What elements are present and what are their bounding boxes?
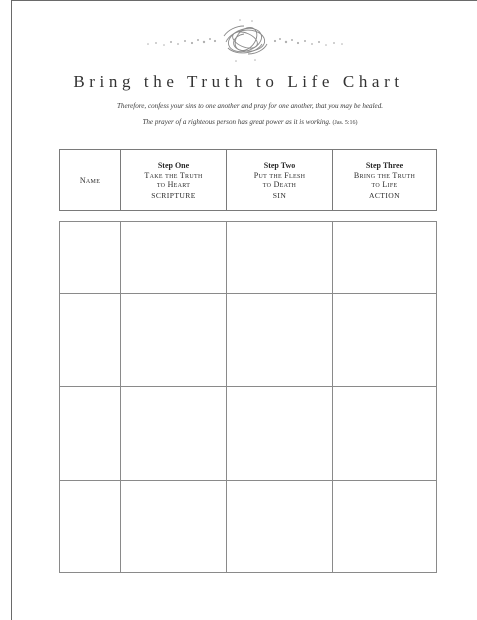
entry-cell-action[interactable] <box>332 293 436 386</box>
entry-cell-scripture[interactable] <box>120 222 226 293</box>
entry-cell-name[interactable] <box>60 386 120 480</box>
verse-reference: (Jas. 5:16) <box>332 120 358 126</box>
entry-cell-name[interactable] <box>60 293 120 386</box>
chart-header <box>59 149 437 211</box>
entry-cell-scripture[interactable] <box>120 386 226 480</box>
entry-cell-scripture[interactable] <box>120 293 226 386</box>
entry-cell-sin[interactable] <box>226 222 332 293</box>
page-border-left <box>11 0 12 620</box>
entry-cell-name[interactable] <box>60 222 120 293</box>
step-one-title: Step One <box>157 160 190 170</box>
step-one-line-1: Take the Truth <box>144 170 203 180</box>
verse-line-2 <box>30 118 470 126</box>
step-two-line-2: to Death <box>262 179 297 189</box>
entry-cell-action[interactable] <box>332 386 436 480</box>
chart-title: Bring the Truth to Life Chart <box>73 72 404 91</box>
step-three-line-2: to Life <box>371 179 398 189</box>
step-two-title: Step Two <box>263 160 296 170</box>
page-border-top <box>11 0 477 1</box>
step-two-line-1: Put the Flesh <box>253 170 306 180</box>
step-one-line-2: to Heart <box>156 179 191 189</box>
step-one-keyword: SCRIPTURE <box>151 190 196 200</box>
header-step-one-cell <box>120 150 226 210</box>
entry-cell-scripture[interactable] <box>120 480 226 572</box>
name-label: Name <box>79 175 101 185</box>
verse-text: The prayer of a righteous person has great power as it is working. <box>142 118 331 126</box>
verse-line-1: Therefore, confess your sins to one another and pray for one another, that you may be healed. <box>116 102 384 110</box>
entry-cell-sin[interactable] <box>226 480 332 572</box>
decorative-flourish-icon <box>140 14 350 66</box>
step-three-keyword: ACTION <box>368 190 401 200</box>
entry-cell-name[interactable] <box>60 480 120 572</box>
step-three-title: Step Three <box>365 160 404 170</box>
chart-entry-grid <box>59 221 437 573</box>
header-name-cell <box>60 150 120 210</box>
step-three-line-1: Bring the Truth <box>353 170 416 180</box>
entry-cell-sin[interactable] <box>226 386 332 480</box>
entry-cell-action[interactable] <box>332 222 436 293</box>
header-step-two-cell <box>226 150 332 210</box>
entry-cell-action[interactable] <box>332 480 436 572</box>
header-step-three-cell <box>332 150 436 210</box>
step-two-keyword: SIN <box>272 190 287 200</box>
entry-cell-sin[interactable] <box>226 293 332 386</box>
